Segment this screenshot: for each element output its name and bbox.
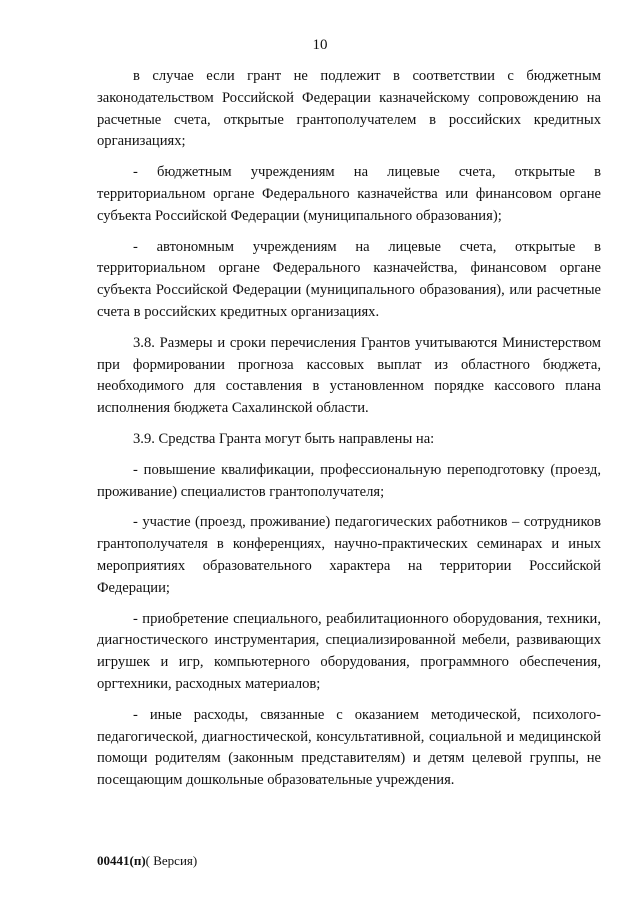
paragraph-other-expenses: - иные расходы, связанные с оказанием методической, психолого-педагогической, диагностической, консультативной, социальной и медицинской помощи родителям (законным представителям) и детям целевой группы, не посещающим дошкольные образовательные учреждения. <box>97 706 601 789</box>
paragraph-clause-3-9: 3.9. Средства Гранта могут быть направлены на: <box>133 430 435 447</box>
paragraph-participation: - участие (проезд, проживание) педагогических работников – сотрудников грантополучателя в конференциях, научно-практических семинарах и иных мероприятиях образовательного характера на территории Российской Федерации; <box>97 514 601 596</box>
document-code: 00441(п) <box>97 853 146 868</box>
paragraph-grant-accounts-intro: в случае если грант не подлежит в соответствии с бюджетным законодательством Российской Федерации казначейскому сопровождению на расчетные счета, открытые грантополучателем в российских кредитных организациях; <box>97 68 601 150</box>
footer <box>97 853 197 869</box>
document-body <box>97 66 601 792</box>
paragraph-clause-3-8: 3.8. Размеры и сроки перечисления Грантов учитываются Министерством при формировании прогноза кассовых выплат из областного бюджета, необходимого для составления в установленном порядке кассового плана исполнения бюджета Сахалинской области. <box>97 334 601 417</box>
paragraph-equipment: - приобретение специального, реабилитационного оборудования, техники, диагностического инструментария, специализированной мебели, развивающих игрушек и игр, компьютерного оборудования, программного обеспечения, оргтехники, расходных материалов; <box>97 610 601 692</box>
page-number: 10 <box>312 37 328 53</box>
document-version: ( Версия) <box>145 853 198 868</box>
paragraph-autonomous-institutions: - автономным учреждениям на лицевые счета, открытые в территориальном органе Федерального казначейства, финансовом органе субъекта Российской Федерации (муниципального образования), или расчетные счета в российских кредитных организациях. <box>97 238 601 320</box>
paragraph-budget-institutions: - бюджетным учреждениям на лицевые счета, открытые в территориальном органе Федерального казначейства или финансовом органе субъекта Российской Федерации (муниципального образования); <box>97 164 601 224</box>
paragraph-qualification: - повышение квалификации, профессиональную переподготовку (проезд, проживание) специалистов грантополучателя; <box>97 461 601 500</box>
